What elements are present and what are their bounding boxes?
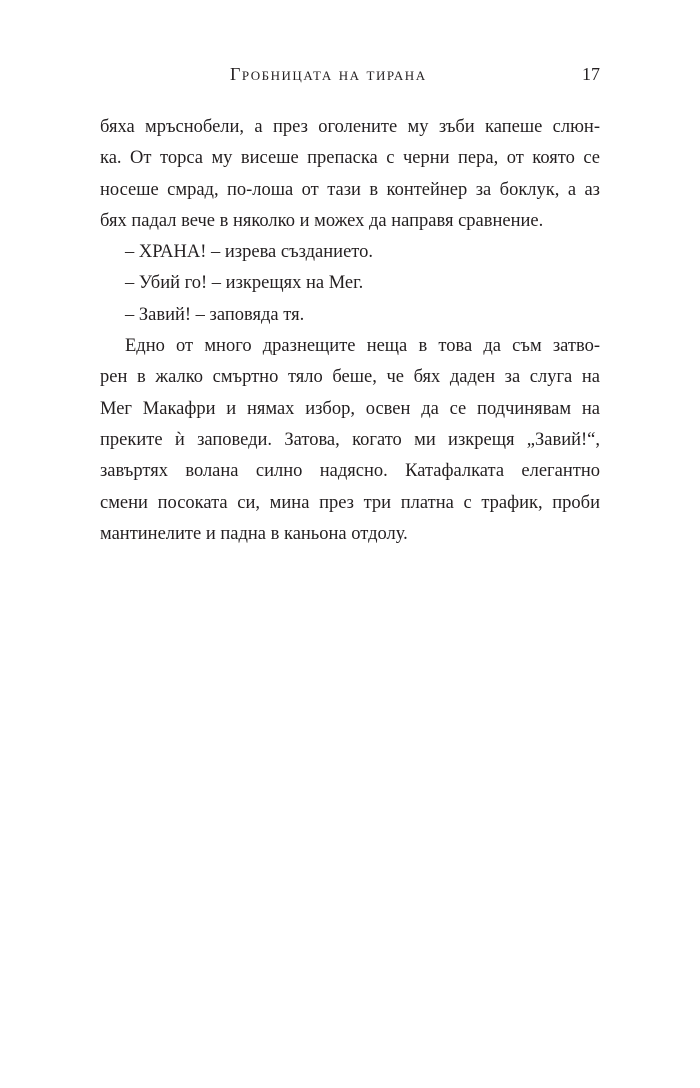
text-line: завъртях волана силно надясно. Катафалката елегантно	[100, 461, 600, 482]
text-line: рен в жалко смъртно тяло беше, че бях даден за слуга на	[100, 367, 600, 388]
running-header	[100, 64, 600, 94]
dialogue-line: – ХРАНА! – изрева създанието.	[125, 242, 373, 263]
dialogue-line: – Завий! – заповядa тя.	[125, 304, 305, 325]
running-title: Гробницата на тирана	[230, 64, 427, 84]
text-line: ка. От торса му висеше препаска с черни пера, от която се	[100, 148, 600, 169]
text-line: носеше смрад, по-лоша от тази в контейнер за боклук, а аз	[100, 179, 600, 200]
text-line: бях падал вече в няколко и можех да направя сравнение.	[100, 210, 544, 231]
dialogue-line: – Убий го! – изкрещях на Мег.	[125, 273, 364, 294]
text-line: бяха мръснобели, а през оголените му зъби капеше слюн-	[100, 117, 600, 137]
body-text	[100, 112, 600, 550]
text-line: преките ѝ заповеди. Затова, когато ми изкрещя „Завий!“,	[100, 429, 600, 450]
text-line: смени посоката си, мина през три платна с трафик, проби	[100, 492, 600, 513]
text-line: Едно от много дразнещите неща в това да съм затво-	[125, 336, 600, 357]
text-line: мантинелите и падна в каньона отдолу.	[100, 523, 408, 544]
page-number: 17	[582, 64, 600, 84]
text-line: Мег Макафри и нямах избор, освен да се подчинявам на	[100, 398, 600, 419]
